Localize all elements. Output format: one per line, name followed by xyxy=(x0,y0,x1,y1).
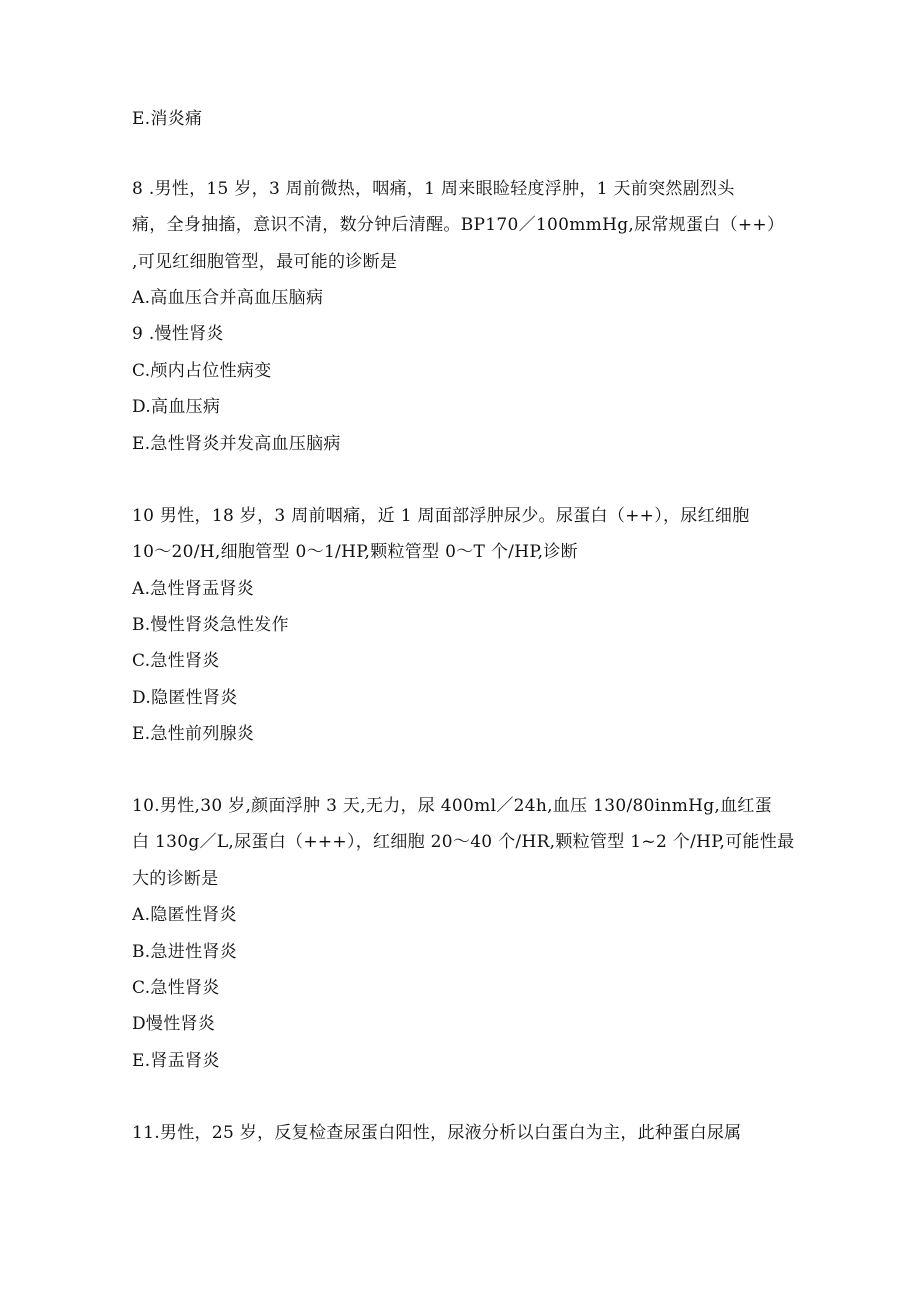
q8-stem-line-3: ,可见红细胞管型，最可能的诊断是 xyxy=(132,252,398,272)
prev-question-option-e: E.消炎痛 xyxy=(132,109,203,129)
q8-option-d: D.高血压病 xyxy=(132,397,221,417)
q10a-stem-line-1: 10 男性，18 岁，3 周前咽痛，近 1 周面部浮肿尿少。尿蛋白（++），尿红细胞 xyxy=(132,506,750,526)
q10a-option-d: D.隐匿性肾炎 xyxy=(132,688,238,708)
q10b-option-a: A.隐匿性肾炎 xyxy=(132,905,237,925)
q8-stem-line-1: 8 .男性，15 岁，3 周前微热，咽痛，1 周来眼睑轻度浮肿，1 天前突然剧烈头 xyxy=(132,179,735,199)
q10b-option-c: C.急性肾炎 xyxy=(132,978,220,998)
q10b-stem-line-1: 10.男性,30 岁,颜面浮肿 3 天,无力，尿 400ml／24h,血压 130/80inmHg,血红蛋 xyxy=(132,796,773,816)
q10a-option-c: C.急性肾炎 xyxy=(132,651,220,671)
q10b-option-e: E.肾盂肾炎 xyxy=(132,1051,220,1071)
q8-option-a: A.高血压合并高血压脑病 xyxy=(132,288,324,308)
q10a-option-e: E.急性前列腺炎 xyxy=(132,724,255,744)
q10b-stem-line-3: 大的诊断是 xyxy=(132,869,219,889)
q8-option-b: 9 .慢性肾炎 xyxy=(132,324,224,344)
q11-stem-line-1: 11.男性，25 岁，反复检查尿蛋白阳性，尿液分析以白蛋白为主，此种蛋白尿属 xyxy=(132,1123,742,1143)
q10a-option-b: B.慢性肾炎急性发作 xyxy=(132,615,289,635)
q10a-stem-line-2: 10～20/H,细胞管型 0～1/HP,颗粒管型 0～T 个/HP,诊断 xyxy=(132,542,578,562)
q8-option-e: E.急性肾炎并发高血压脑病 xyxy=(132,434,341,454)
q10b-option-b: B.急进性肾炎 xyxy=(132,942,237,962)
q10b-stem-line-2: 白 130g／L,尿蛋白（+++），红细胞 20～40 个/HR,颗粒管型 1~2 个/HP,可能性最 xyxy=(132,832,795,852)
q8-option-c: C.颅内占位性病变 xyxy=(132,361,272,381)
q10a-option-a: A.急性肾盂肾炎 xyxy=(132,579,255,599)
q10b-option-d: D慢性肾炎 xyxy=(132,1014,216,1034)
q8-stem-line-2: 痛，全身抽搐，意识不清，数分钟后清醒。BP170／100mmHg,尿常规蛋白（++） xyxy=(132,215,785,235)
